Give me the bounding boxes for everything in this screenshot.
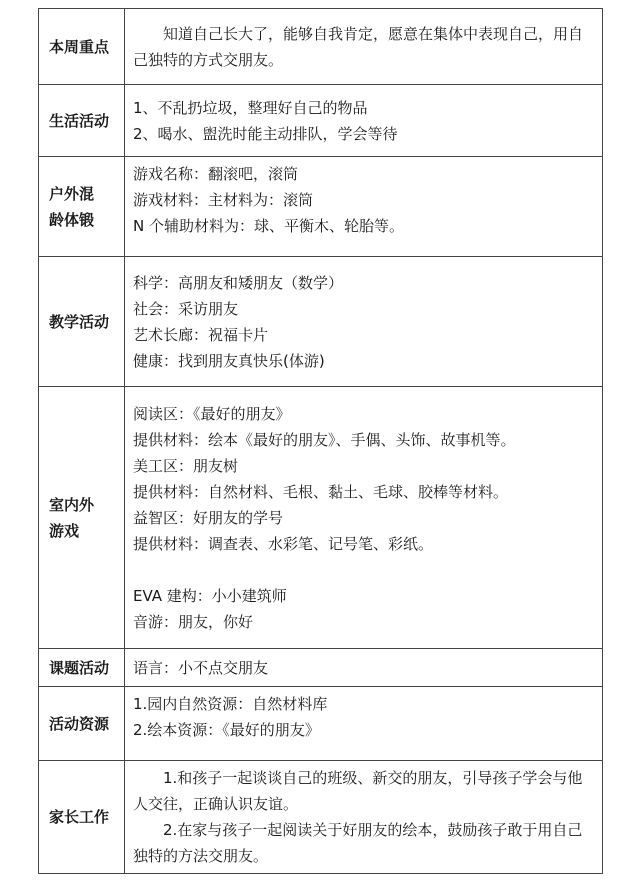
- row-content: [125, 157, 603, 257]
- content-line: 游戏材料：主材料为：滚筒: [133, 191, 314, 209]
- content-line: 提供材料：调查表、水彩笔、记号笔、彩纸。: [133, 534, 434, 553]
- row-content: [125, 649, 603, 687]
- row-daily-life: [39, 85, 603, 157]
- weekly-plan-table: [38, 8, 603, 874]
- blank-line: [133, 557, 594, 583]
- row-label: [39, 157, 125, 257]
- content-line: 知道自己长大了，能够自我肯定，愿意在集体中表现自己，用自己独特的方式交朋友。: [133, 24, 584, 69]
- row-content: [125, 687, 603, 761]
- content-line: 1.园内自然资源：自然材料库: [133, 695, 328, 713]
- row-content: [125, 257, 603, 387]
- row-label: 教学活动: [39, 257, 125, 387]
- row-project-activity: [39, 649, 603, 687]
- row-activity-resources: [39, 687, 603, 761]
- row-label-line: 室内外: [49, 495, 95, 514]
- content-line: 美工区：朋友树: [133, 456, 239, 475]
- content-line: 艺术长廊：祝福卡片: [133, 325, 269, 344]
- content-line: 科学：高朋友和矮朋友（数学）: [133, 273, 344, 292]
- content-line: 游戏名称：翻滚吧，滚筒: [133, 165, 299, 183]
- row-label: 本周重点: [39, 9, 125, 85]
- content-line: 音游：朋友，你好: [133, 612, 254, 631]
- content-line: 健康：找到朋友真快乐(体游): [133, 351, 325, 370]
- content-line: 2.绘本资源：《最好的朋友》: [133, 721, 320, 739]
- row-indoor-outdoor-games: [39, 387, 603, 649]
- content-line: 2、喝水、盥洗时能主动排队，学会等待: [133, 124, 398, 143]
- content-line: 语言：小不点交朋友: [133, 658, 269, 677]
- row-label: 生活活动: [39, 85, 125, 157]
- content-line: 提供材料：自然材料、毛根、黏土、毛球、胶棒等材料。: [133, 482, 509, 501]
- content-line: EVA 建构：小小建筑师: [133, 586, 287, 605]
- row-outdoor-exercise: [39, 157, 603, 257]
- content-line: 益智区：好朋友的学号: [133, 508, 284, 527]
- weekly-plan-table-wrapper: [38, 8, 602, 874]
- row-parent-work: [39, 761, 603, 874]
- content-line: N 个辅助材料为：球、平衡木、轮胎等。: [133, 217, 404, 235]
- row-teaching-activities: [39, 257, 603, 387]
- content-line: 2.在家与孩子一起阅读关于好朋友的绘本，鼓励孩子敢于用自己独特的方法交朋友。: [133, 821, 583, 865]
- content-line: 提供材料：绘本《最好的朋友》、手偶、头饰、故事机等。: [133, 430, 516, 449]
- row-label-line: 龄体锻: [49, 210, 95, 229]
- row-label: 课题活动: [39, 649, 125, 687]
- row-content: [125, 761, 603, 874]
- row-label-line: 户外混: [49, 184, 95, 203]
- row-label-line: 游戏: [49, 521, 80, 540]
- row-content: [125, 9, 603, 85]
- row-content: [125, 85, 603, 157]
- row-label: 活动资源: [39, 687, 125, 761]
- content-line: 阅读区：《最好的朋友》: [133, 404, 291, 423]
- row-weekly-focus: [39, 9, 603, 85]
- row-label: 家长工作: [39, 761, 125, 874]
- row-label: [39, 387, 125, 649]
- content-line: 社会：采访朋友: [133, 299, 239, 318]
- content-line: 1、不乱扔垃圾，整理好自己的物品: [133, 98, 368, 117]
- content-line: 1.和孩子一起谈谈自己的班级、新交的朋友，引导孩子学会与他人交往，正确认识友谊。: [133, 769, 583, 813]
- row-content: [125, 387, 603, 649]
